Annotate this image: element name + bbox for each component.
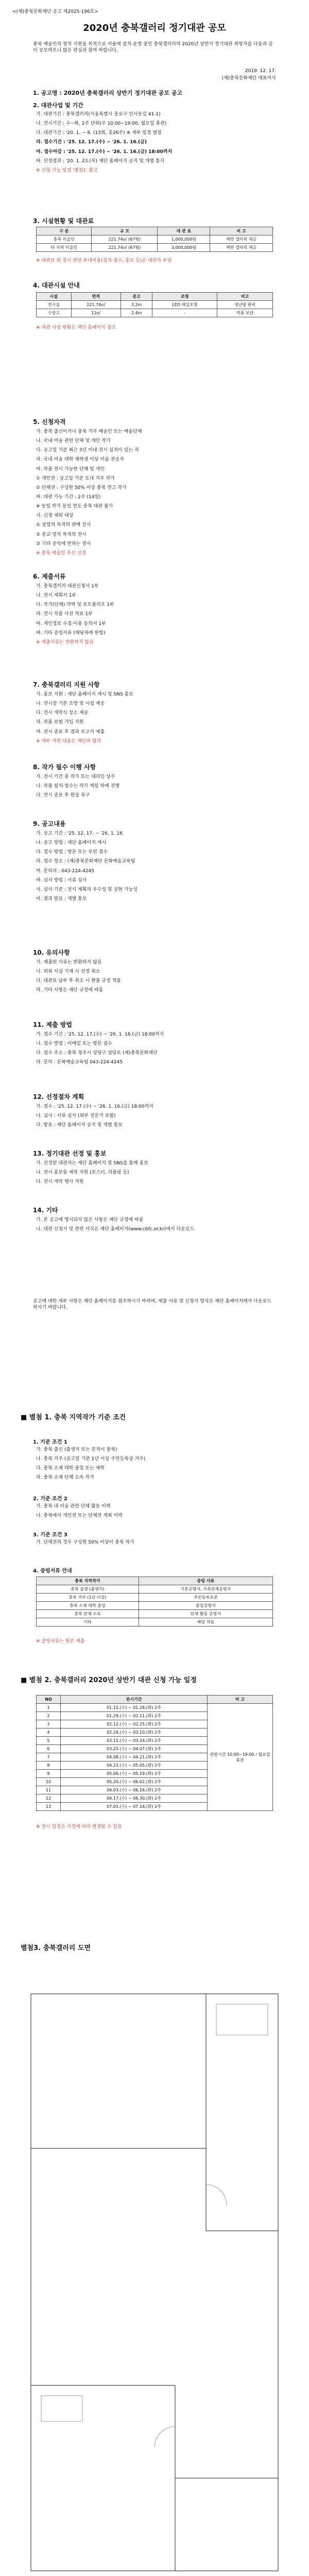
list-item: 다. 충북 소재 대학 졸업 또는 재학 [36,1466,105,1471]
section-6-note: ※ 제출서류는 반환하지 않음 [36,639,94,645]
list-item: 나. 전시 계획서 1부 [36,593,77,599]
section-9-header: 9. 공고내용 [33,820,66,827]
table-row [37,1610,273,1618]
list-item: 나. 공고 방법 : 재단 홈페이지 게시 [36,840,107,846]
table-cell: 3.2m [121,301,152,309]
section-6-header: 6. 제출서류 [33,573,66,580]
table-header: 규 모 [92,227,158,235]
schedule-table [36,1695,273,1811]
list-item: 다. 전시 개막 행사 지원 [36,1179,84,1185]
list-item: 나. 전시장 기본 조명 및 시설 제공 [36,701,105,707]
table-cell: 8 [37,1761,61,1770]
list-item: 아. 결과 발표 : 개별 통보 [36,896,87,902]
table-cell: 1 [37,1704,61,1712]
table-cell: 221.74㎡ [71,301,121,309]
table-header: 비고 [217,293,273,301]
appendix-1-header: ■ 별첨 1. 충북 지역작가 기준 조건 [21,1414,126,1421]
table-cell: 5 [37,1737,61,1745]
list-item: 나. 국내 미술 관련 단체 및 개인 작가 [36,438,111,444]
section-14-list [36,1217,278,1235]
list-item: 가. 접수 : '25. 12. 17.(수) ~ '26. 1. 16.(금) 18:00까지 [36,1104,153,1109]
table-header: 전시기간 [61,1696,208,1704]
table-header: 구 분 [37,227,92,235]
list-item: 다. 전시 개막식 장소 제공 [36,710,89,716]
list-item: 다. 대관료 납부 후 취소 시 환불 규정 적용 [36,978,121,984]
notice-number: <(재)충북문화재단 공고 제2025-196호> [12,9,98,14]
section-7-list [36,691,278,748]
list-item: 가. 충북갤러리 대관신청서 1부 [36,584,99,589]
list-item: 나. 심사 : 서류 심사 (외부 전문가 포함) [36,1113,116,1119]
list-item: 라. 기타 사항은 재단 규정에 따름 [36,988,104,993]
section-8-list [36,774,278,802]
table-cell: 12 [37,1794,61,1803]
table-cell: 작품 보관 [217,309,273,317]
table-header: NO [37,1696,61,1704]
appendix-3-header: 별첨3. 충북갤러리 도면 [21,1944,91,1952]
list-item: 가. 접수 기간 : '25. 12. 17.(수) ~ '26. 1. 16.(금) 18:00까지 [36,1032,164,1037]
section-2-item: 마. 접수마감 : '25. 12. 17.(수) ~ '26. 1. 16.(금) 18:00까지 [36,149,173,155]
list-item: 가. 충북 내 미술 관련 단체 활동 이력 [36,1504,111,1509]
table-cell: 12㎡ [71,309,121,317]
table-cell: 03.25.(수) ~ 04.07.(화) 2주 [61,1745,208,1753]
appendix-2-note: ※ 전시 일정은 사정에 따라 변경될 수 있음 [36,1824,122,1829]
list-item: ※ 동일 작가 동일 연도 중복 대관 불가 [36,504,113,510]
list-item: 가. 전시 기간 중 작가 또는 대리인 상주 [36,774,115,779]
section-11-list [36,1031,278,1069]
list-item: 가. 본 공고에 명시되지 않은 사항은 재단 규정에 따름 [36,1217,144,1223]
list-item: 바. 기타 증빙서류 (해당자에 한함) [36,630,106,636]
section-2-item: 나. 전시기간 : 수~화, 2주 단위(주 10:00~19:00, 월요일 휴관) [36,121,167,127]
appendix-1a-list [36,1447,278,1484]
list-item: 다. 발표 : 재단 홈페이지 공지 및 개별 통보 [36,1123,123,1128]
appendix-1c-header: 3. 기준 조건 3 [33,1532,67,1538]
section-2-header: 2. 대관사업 및 기간 [33,102,83,109]
list-item: 다. 접수 방법 : 방문 또는 우편 접수 [36,850,108,855]
table-cell: 10 [37,1778,61,1786]
list-item: 라. 작품 보험 가입 지원 [36,720,84,725]
list-item: 다. 접수 주소 : 충북 청주시 상당구 상당로 (재)충북문화재단 [36,1050,158,1056]
closing-paragraph: 공고에 대한 세부 사항은 재단 홈페이지를 참조하시기 바라며, 제출 서류 및 신청서 양식은 재단 홈페이지에서 다운로드 하시기 바랍니다. [33,1299,272,1311]
list-item: 마. 개인정보 수집·이용 동의서 1부 [36,621,106,626]
table-cell: 01.29.(수) ~ 02.11.(화) 2주 [61,1712,208,1720]
table-cell: 기본증명서, 가족관계증명서 [139,1585,272,1594]
list-item: 라. 충북 소재 단체 소속 작가 [36,1475,94,1481]
list-item: 가. 선정된 대관자는 재단 홈페이지 및 SNS를 통해 홍보 [36,1161,148,1166]
table-cell: 전시실 [37,301,72,309]
table-cell: 03.11.(수) ~ 03.24.(화) 2주 [61,1737,208,1745]
table-cell: 6 [37,1745,61,1753]
appendix-1a-header: 1. 기준 조건 1 [33,1439,67,1445]
appendix-1c-list [36,1539,278,1549]
list-item: 라. 접수 장소 : (재)충북문화재단 문화예술교육팀 [36,859,135,865]
section-2-item: 바. 선정결과 : '20. 1. 23.(목) 재단 홈페이지 공지 및 개별 통지 [36,158,165,164]
list-item: 바. 심사 방법 : 서류 심사 [36,877,87,883]
section-9-list [36,831,278,905]
table-cell: 3,000,000원 [158,244,210,252]
table-header: 층고 [121,293,152,301]
section-4-header: 4. 대관시설 안내 [33,282,80,289]
facility-table [36,227,273,252]
list-item: 가. 홍보 지원 : 재단 홈페이지 게시 및 SNS 홍보 [36,692,133,697]
table-cell: 04.22.(수) ~ 05.05.(화) 2주 [61,1761,208,1770]
table-cell: 냉난방 완비 [217,301,273,309]
list-item: 가. 공고 기간 : '25. 12. 17. ~ '26. 1. 16. [36,831,124,836]
table-cell: 단체 활동 증명서 [139,1610,272,1618]
list-item: 사. 신청 제외 대상 [36,513,74,519]
list-item: 라. 전시 작품 사진 자료 1부 [36,612,93,617]
table-cell: 02.26.(수) ~ 03.10.(화) 2주 [61,1728,208,1737]
list-item: 나. 충북 거주 (공고일 기준 1년 이상 주민등록상 거주) [36,1456,146,1462]
section-5-note: ※ 충북 예술인 우선 선정 [36,550,87,556]
list-item: 다. 전시 종료 후 원상 복구 [36,793,90,799]
table-row [37,244,273,252]
list-item: ② 단체전 : 구성원 50% 이상 충북 연고 작가 [36,485,127,490]
table-cell: 2 [37,1712,61,1720]
list-item: 나. 작품 설치·철수는 작가 책임 하에 진행 [36,784,119,789]
appendix-1-table-header: 4. 증빙서류 안내 [33,1568,72,1574]
list-item: 마. 작품 전시 가능한 단체 및 개인 [36,466,105,472]
table-cell: 06.17.(수) ~ 06.30.(화) 2주 [61,1794,208,1803]
table-cell: LED 레일조명 [152,301,217,309]
table-cell: 02.12.(수) ~ 02.25.(화) 2주 [61,1720,208,1728]
section-10-header: 10. 유의사항 [33,949,70,956]
list-item: 마. 전시 종료 후 결과 보고서 제출 [36,729,105,735]
section-7-note: ※ 세부 지원 내용은 재단과 협의 [36,738,101,744]
table-row [37,309,273,317]
list-item: 바. 대관 가능 기간 : 2주 (14일) [36,494,101,500]
table-cell: 충북 단체 소속 [37,1610,139,1618]
table-header: 대 관 료 [158,227,210,235]
section-12-header: 12. 선정절차 계획 [33,1093,84,1100]
table-cell: 주민등록초본 [139,1594,272,1602]
table-cell: 3 [37,1720,61,1728]
table-cell: 벽면 갤러리 제공 [210,244,273,252]
table-header: 시설 [37,293,72,301]
table-cell: 221.74㎡ (67평) [92,235,158,244]
appendix-1b-list [36,1503,278,1522]
table-cell: 04.08.(수) ~ 04.21.(화) 2주 [61,1753,208,1761]
section-2-item: 가. 대관기간 : 충북갤러리(서울특별시 종로구 인사동길 41-1) [36,112,161,117]
table-cell: 9 [37,1770,61,1778]
list-item: 가. 제출된 서류는 반환하지 않음 [36,960,102,965]
list-item: 사. 심사 기준 : 전시 계획의 우수성 및 실현 가능성 [36,887,138,892]
document-organization: (재)충북문화재단 대표이사 [221,76,276,81]
list-item: 라. 국내 미술 대학 재학생 이상 미술 전공자 [36,457,124,463]
list-item: 가. 단체전의 경우 구성원 50% 이상이 충북 작가 [36,1540,134,1545]
appendix-1-table-note: ※ 증빙서류는 원본 제출 [36,1639,85,1644]
list-item: ① 상업적 목적의 판매 전시 [36,522,91,528]
list-item: ③ 기타 공익에 반하는 전시 [36,541,91,547]
intro-paragraph: 충북 예술인의 창작 지원을 목적으로 서울에 설치·운영 중인 충북갤러리의 2020년 상반기 정기대관 희망자를 다음과 같이 공모하오니 많은 관심과 참여 바랍니다. [33,42,273,54]
section-2-item: 라. 접수기간 : '25. 12. 17.(수) ~ '26. 1. 16.(금) [36,140,147,145]
table-row [37,1594,273,1602]
list-item: 나. 대관 신청서 및 관련 서식은 재단 홈페이지(www.cbfc.or.kr)에서 다운로드 [36,1227,195,1232]
table-row [37,1704,273,1712]
table-row [37,1618,273,1626]
table-header: 조명 [152,293,217,301]
table-cell: 13 [37,1803,61,1811]
table-cell: 06.03.(수) ~ 06.16.(화) 2주 [61,1786,208,1794]
section-4-note: ※ 대관 시설 현황은 재단 홈페이지 참조 [36,325,116,330]
section-2-list [36,111,278,177]
table-cell: 1,000,000원 [158,235,210,244]
evidence-table [36,1577,273,1626]
table-header: 면적 [71,293,121,301]
section-3-note: ※ 대관료 외 전시 관련 부대비용(설치·철수, 홍보 등)은 대관자 부담 [36,258,172,263]
table-cell: 충북 미술인 [37,235,92,244]
table-cell: 221.74㎡ (67평) [92,244,158,252]
table-cell: 충북 출생 (출생지) [37,1585,139,1594]
document-date: 2019. 12. 17. [245,69,276,74]
table-cell: 졸업증명서 [139,1602,272,1610]
table-cell: 수장고 [37,309,72,317]
section-8-header: 8. 작가 필수 이행 사항 [33,764,96,771]
section-6-list [36,583,278,649]
table-cell: 충북 거주 (1년 이상) [37,1594,139,1602]
table-cell: 11 [37,1786,61,1794]
list-item: 나. 접수 방법 : 이메일 또는 방문 접수 [36,1041,112,1047]
appendix-1b-header: 2. 기준 조건 2 [33,1496,67,1502]
list-item: 가. 충북 출신 (출생지 또는 본적이 충북) [36,1447,117,1452]
section-2-item: 다. 대관기간 : '20. 1. ~ 6. (13회, 총26주) ※ 세부 일정 별첨 [36,130,162,136]
section-5-list [36,429,278,560]
table-cell: 2.4m [121,309,152,317]
table-cell: - [152,309,217,317]
table-header: 비 고 [210,227,273,235]
table-cell: 기타 [37,1618,139,1626]
section-13-list [36,1160,278,1188]
section-11-header: 11. 제출 방법 [33,1021,72,1028]
table-row [37,1585,273,1594]
section-3-header: 3. 시설현황 및 대관료 [33,217,94,225]
gallery-floor-plan [21,1963,288,2576]
table-row [37,1602,273,1610]
list-item: ① 개인전 : 공고일 기준 도내 거주 작가 [36,476,115,481]
table-row [37,301,273,309]
table-cell: 충북 소재 대학 졸업 [37,1602,139,1610]
section-5-header: 5. 신청자격 [33,418,66,426]
table-cell: 05.06.(수) ~ 05.19.(화) 2주 [61,1770,208,1778]
list-item: 라. 문의 : 문화예술교육팀 043-224-4245 [36,1060,123,1065]
list-item: 나. 허위 사실 기재 시 선정 취소 [36,969,100,975]
schedule-remark: 관람시간 10:00~19:00 / 월요일 휴관 [208,1704,273,1811]
table-header: 비 고 [208,1696,273,1704]
list-item: 나. 전시 홍보물 제작 지원 (포스터, 리플릿 등) [36,1170,129,1176]
section-7-header: 7. 충북갤러리 지원 사항 [33,681,100,688]
section-14-header: 14. 기타 [33,1207,58,1214]
table-cell: 05.20.(수) ~ 06.02.(화) 2주 [61,1778,208,1786]
table-cell: 4 [37,1728,61,1737]
list-item: ② 종교·정치 목적의 전시 [36,532,87,537]
document-title: 2020년 충북갤러리 정기대관 공모 [83,23,226,33]
table-cell: 벽면 갤러리 제공 [210,235,273,244]
table-cell: 07.01.(수) ~ 07.14.(화) 2주 [61,1803,208,1811]
list-item: 마. 문의처 : 043-224-4245 [36,868,95,874]
list-item: 다. 공고일 기준 최근 3년 이내 전시 실적이 있는 자 [36,448,139,453]
section-10-list [36,959,278,997]
list-item: 가. 충북 출신이거나 충북 거주 예술인 또는 예술단체 [36,429,142,434]
venue-table [36,292,273,317]
section-1-header: 1. 공고명 : 2020년 충북갤러리 상반기 정기대관 공모 공고 [33,90,183,96]
section-2-note: ※ 신청 가능 일정 '별첨1' 참고 [36,167,98,173]
list-item: 나. 충북에서 개인전 또는 단체전 개최 이력 [36,1513,123,1519]
section-12-list [36,1104,278,1131]
table-header: 충북 지역작가 [37,1577,139,1585]
table-cell: 01.15.(수) ~ 01.28.(화) 2주 [61,1704,208,1712]
table-cell: 7 [37,1753,61,1761]
table-cell: 타 지역 미술인 [37,244,92,252]
section-13-header: 13. 정기대관 선정 및 홍보 [33,1150,107,1157]
table-row [37,235,273,244]
table-cell: 해당 자료 [139,1618,272,1626]
table-header: 증빙 서류 [139,1577,272,1585]
appendix-2-header: ■ 별첨 2. 충북갤러리 2020년 상반기 대관 신청 가능 일정 [21,1676,197,1684]
list-item: 다. 작가(단체) 약력 및 포트폴리오 1부 [36,602,114,608]
